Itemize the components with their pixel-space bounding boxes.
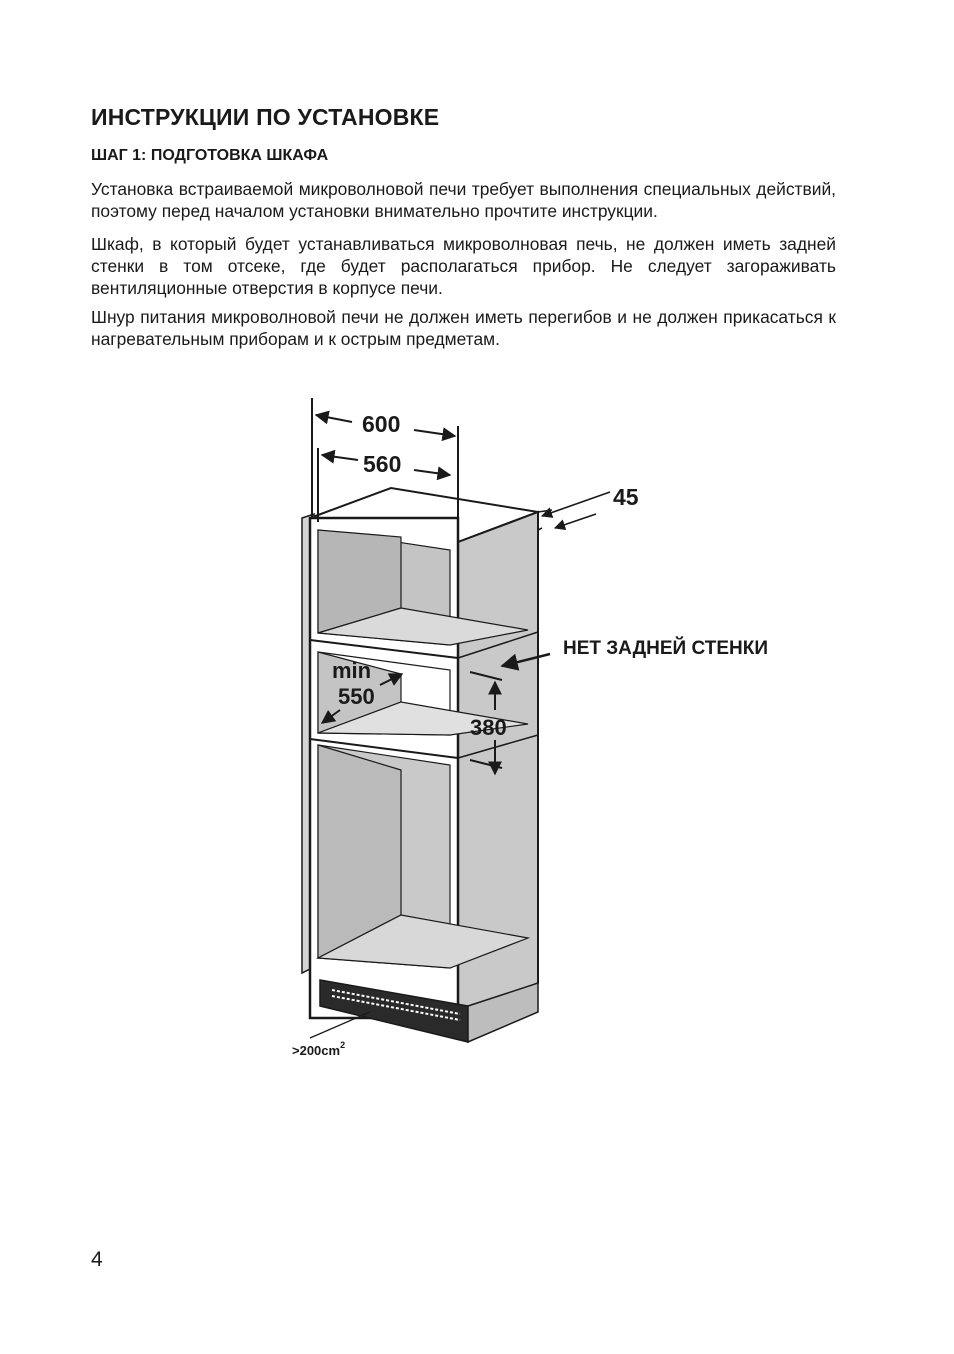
dim-min-label: min — [332, 658, 372, 683]
page-number: 4 — [91, 1248, 103, 1271]
paragraph-cabinet: Шкаф, в который будет устанавливаться микроволновая печь, не должен иметь задней стенки в том отсеке, где будет располагаться прибор. Не следует загораживать вентиляционные отверстия в корпусе печи. — [91, 234, 836, 298]
vent-area-label: $>200cm^2$ — [292, 1040, 346, 1058]
step-title: ШАГ 1: ПОДГОТОВКА ШКАФА — [91, 147, 329, 164]
dim-600-label: 600 — [362, 411, 401, 437]
no-back-wall-label: НЕТ ЗАДНЕЙ СТЕНКИ — [563, 638, 768, 659]
cabinet-diagram — [280, 390, 810, 1070]
dim-45-label: 45 — [613, 484, 639, 510]
cabinet-diagram-svg — [280, 390, 810, 1070]
dimension-45 — [538, 492, 610, 530]
dim-560-label: 560 — [363, 451, 402, 477]
paragraph-intro: Установка встраиваемой микроволновой печи требует выполнения специальных действий, поэтому перед началом установки внимательно прочтите инструкции. — [91, 179, 836, 221]
cabinet-body — [302, 488, 538, 1020]
dim-380-label: 380 — [470, 715, 507, 740]
paragraph-cord: Шнур питания микроволновой печи не должен иметь перегибов и не должен прикасаться к нагревательным приборам и к острым предметам. — [91, 307, 836, 349]
page-title: ИНСТРУКЦИИ ПО УСТАНОВКЕ — [91, 104, 440, 130]
dim-550-label: 550 — [338, 684, 375, 709]
